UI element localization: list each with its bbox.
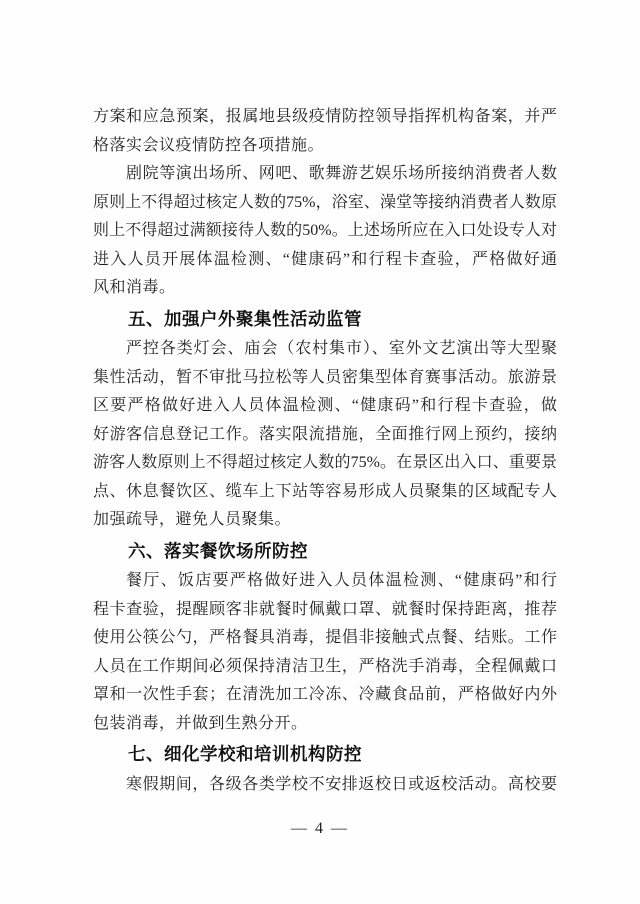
text-line: 好游客信息登记工作。落实限流措施，全面推行网上预约，接纳: [93, 425, 557, 443]
document-body: [93, 103, 557, 799]
paragraph: [93, 771, 557, 800]
text-line: 包装消毒，并做到生熟分开。: [93, 714, 308, 732]
text-line: 寒假期间，各级各类学校不安排返校日或返校活动。高校要: [126, 775, 557, 793]
paragraph: [93, 567, 557, 738]
text-line: 罩和一次性手套；在清洗加工冷冻、冷藏食品前，严格做好内外: [93, 686, 557, 703]
paragraph: [93, 160, 557, 303]
section-heading: 七、细化学校和培训机构防控: [128, 744, 362, 764]
text-line: 程卡查验，提醒顾客非就餐时佩戴口罩、就餐时保持距离，推荐: [93, 600, 557, 618]
text-line: 格落实会议疫情防控各项措施。: [93, 136, 325, 154]
text-line: 原则上不得超过核定人数的75%，浴室、澡堂等接纳消费者人数原: [93, 193, 557, 211]
text-line: 则上不得超过满额接待人数的50%。上述场所应在入口处设专人对: [93, 222, 557, 239]
text-line: 餐厅、饭店要严格做好进入人员体温检测、“健康码”和行: [126, 572, 557, 589]
page-number: — 4 —: [291, 820, 349, 837]
text-line: 点、休息餐饮区、缆车上下站等容易形成人员聚集的区域配专人: [93, 482, 557, 500]
text-line: 严控各类灯会、庙会（农村集市）、室外文艺演出等大型聚: [126, 340, 557, 357]
section-heading: 五、加强户外聚集性活动监管: [128, 308, 362, 329]
text-line: 风和消毒。: [93, 279, 176, 296]
text-line: 游客人数原则上不得超过核定人数的75%。在景区出入口、重要景: [93, 454, 557, 471]
text-line: 加强疏导，避免人员聚集。: [93, 511, 292, 528]
text-line: 人员在工作期间必须保持清洁卫生，严格洗手消毒，全程佩戴口: [93, 657, 557, 675]
page-footer: [0, 820, 640, 838]
section-heading: 六、落实餐饮场所防控: [128, 540, 308, 561]
text-line: 进入人员开展体温检测、“健康码”和行程卡查验，严格做好通: [93, 250, 557, 268]
paragraph: [93, 335, 557, 535]
text-line: 方案和应急预案，报属地县级疫情防控领导指挥机构备案，并严: [93, 108, 557, 125]
text-line: 区要严格做好进入人员体温检测、“健康码”和行程卡查验，做: [93, 397, 557, 414]
paragraph: [93, 103, 557, 160]
text-line: 集性活动，暂不审批马拉松等人员密集型体育赛事活动。旅游景: [93, 368, 557, 386]
text-line: 剧院等演出场所、网吧、歌舞游艺娱乐场所接纳消费者人数: [126, 165, 557, 182]
text-line: 使用公筷公勺，严格餐具消毒，提倡非接触式点餐、结账。工作: [93, 629, 557, 646]
